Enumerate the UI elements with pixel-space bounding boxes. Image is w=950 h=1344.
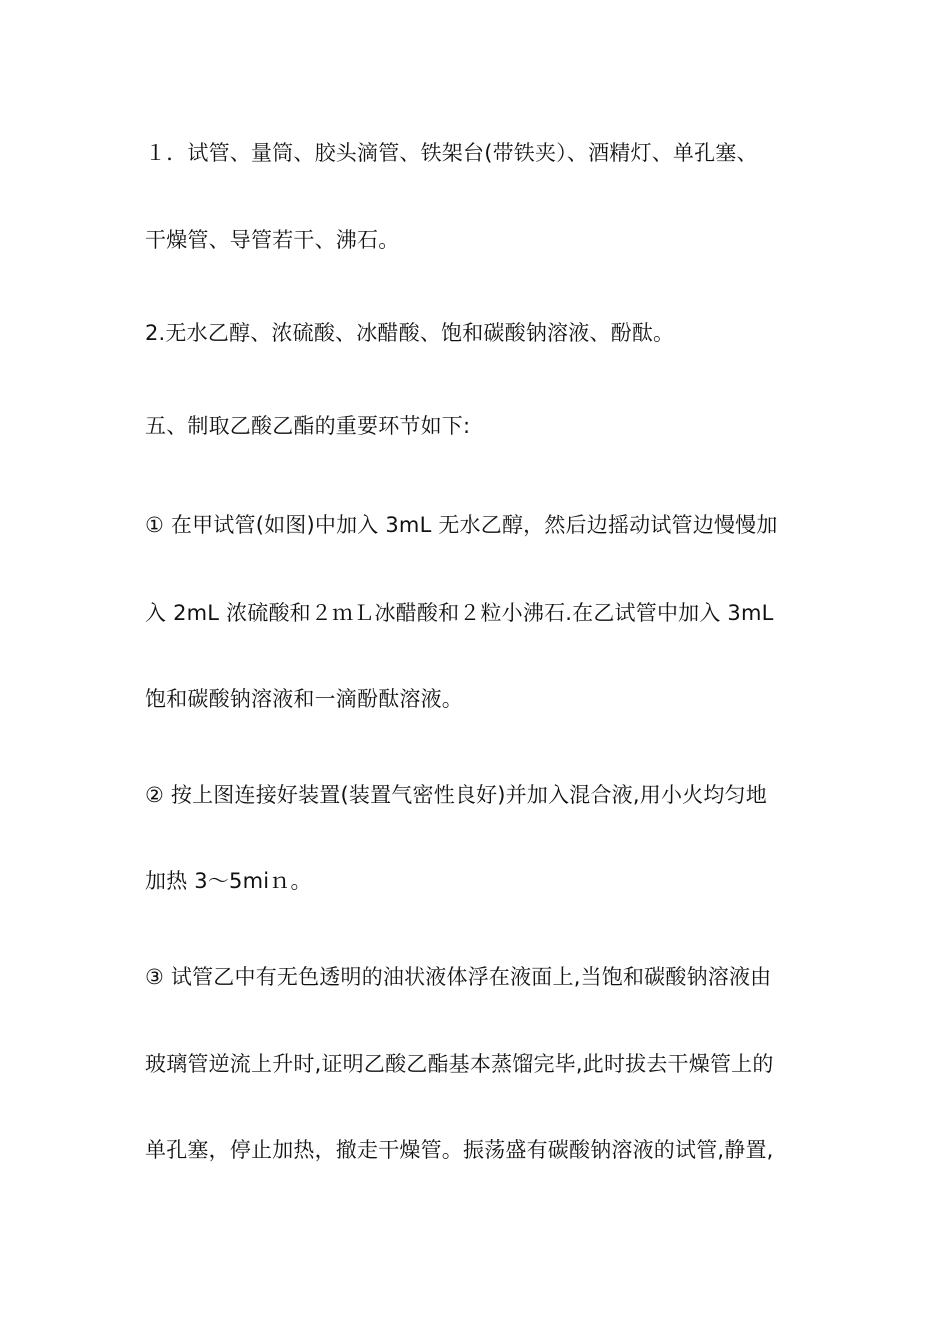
text-line-equipment-list-cont: 干燥管、导管若干、沸石。 (145, 228, 400, 252)
text-line-step-3-cont-2: 单孔塞，停止加热，撤走干燥管。振荡盛有碳酸钠溶液的试管,静置, (145, 1138, 774, 1162)
text-line-step-3: ③ 试管乙中有无色透明的油状液体浮在液面上,当饱和碳酸钠溶液由 (145, 965, 772, 989)
text-line-reagents-list: 2.无水乙醇、浓硫酸、冰醋酸、饱和碳酸钠溶液、酚酞。 (145, 321, 675, 345)
text-line-step-1: ① 在甲试管(如图)中加入 3mL 无水乙醇，然后边摇动试管边慢慢加 (145, 513, 778, 537)
section-heading: 五、制取乙酸乙酯的重要环节如下: (145, 414, 471, 438)
text-line-step-1-end: 饱和碳酸钠溶液和一滴酚酞溶液。 (145, 687, 463, 711)
text-line-step-3-cont: 玻璃管逆流上升时,证明乙酸乙酯基本蒸馏完毕,此时拔去干燥管上的 (145, 1052, 774, 1076)
text-line-step-2-end: 加热 3～5miｎ。 (145, 869, 312, 893)
text-line-step-1-cont: 入 2mL 浓硫酸和２ｍＬ冰醋酸和２粒小沸石.在乙试管中加入 3mL (145, 601, 774, 625)
text-line-step-2: ② 按上图连接好装置(装置气密性良好)并加入混合液,用小火均匀地 (145, 783, 767, 807)
text-line-equipment-list: １．试管、量筒、胶头滴管、铁架台(带铁夹）、酒精灯、单孔塞、 (145, 141, 758, 165)
